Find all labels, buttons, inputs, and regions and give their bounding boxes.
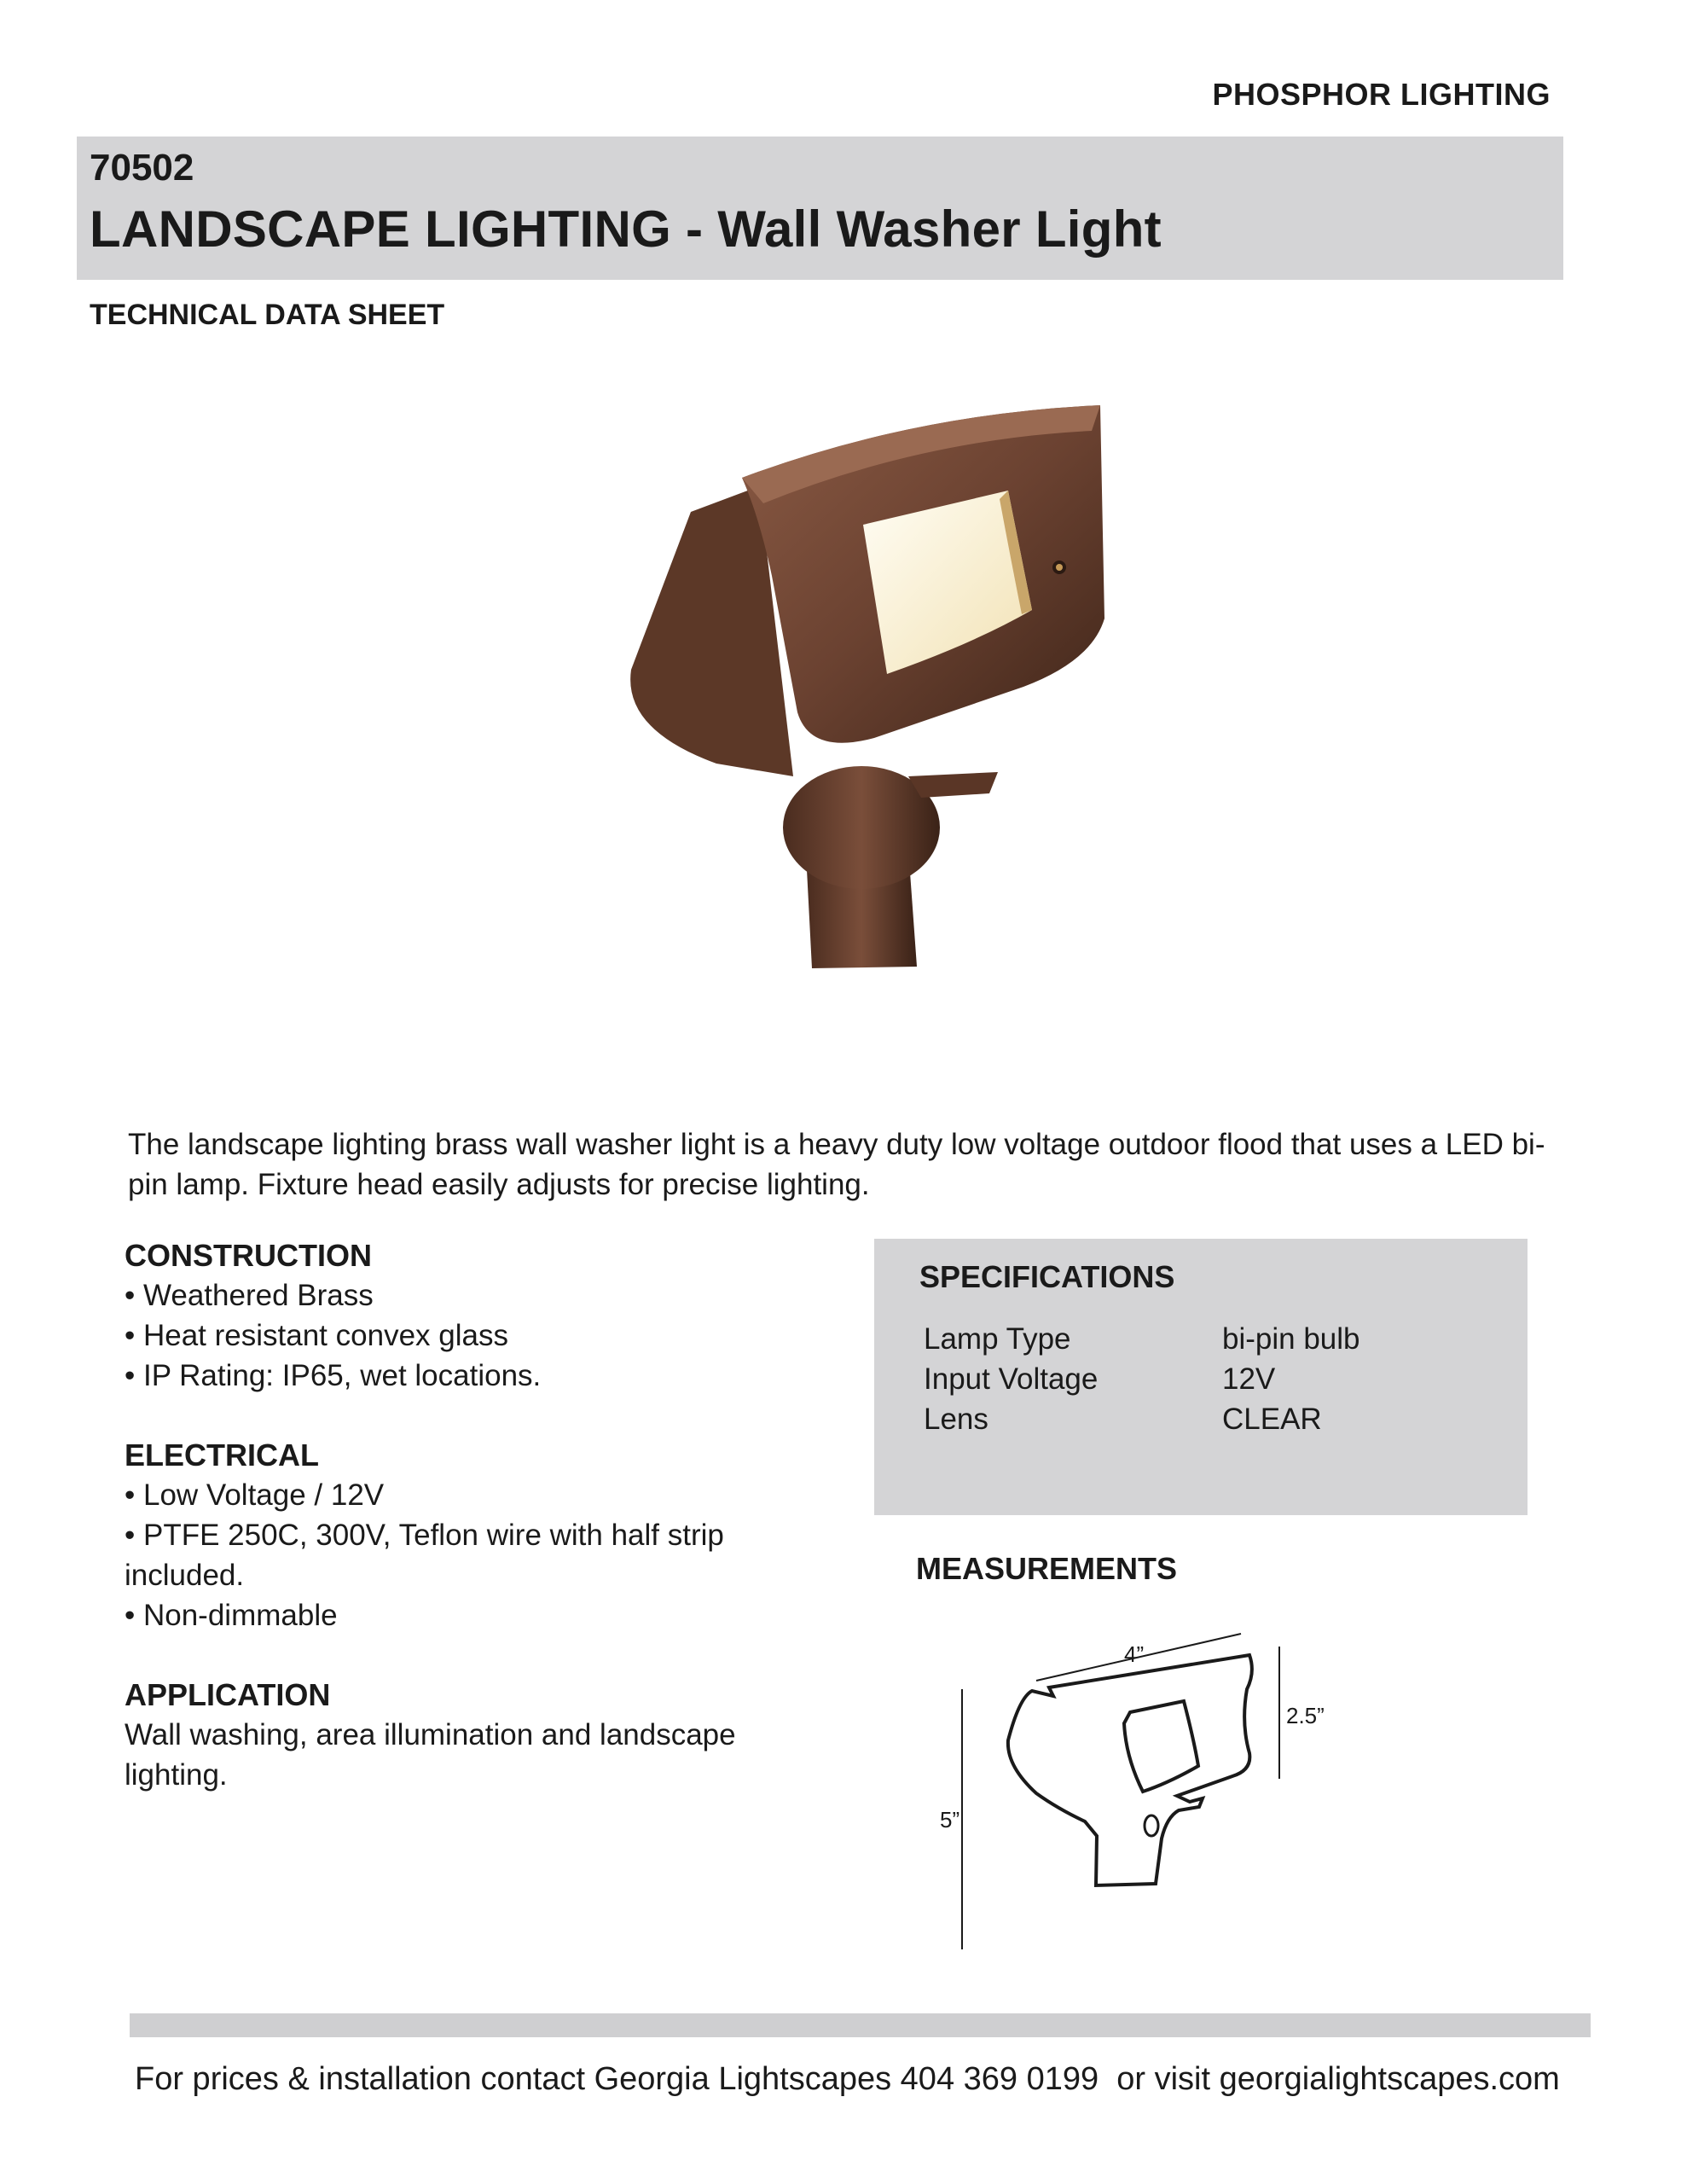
specifications-table <box>924 1319 1360 1439</box>
construction-item: • Heat resistant convex glass <box>125 1319 508 1352</box>
electrical-item: • PTFE 250C, 300V, Teflon wire with half strip included. <box>125 1519 724 1592</box>
spec-value: 12V <box>1222 1362 1276 1396</box>
fixture-outline <box>1008 1655 1252 1885</box>
specifications-heading: SPECIFICATIONS <box>919 1259 1175 1294</box>
height-label: 5” <box>940 1807 960 1833</box>
spec-row <box>924 1359 1360 1399</box>
brand-name: PHOSPHOR LIGHTING <box>1212 77 1551 112</box>
electrical-section <box>125 1435 798 1635</box>
width-label: 4” <box>1124 1641 1145 1667</box>
construction-heading: CONSTRUCTION <box>125 1238 372 1273</box>
spec-label: Lens <box>924 1403 988 1436</box>
spec-row <box>924 1319 1360 1359</box>
spec-label: Lamp Type <box>924 1322 1071 1356</box>
product-description: The landscape lighting brass wall washer light is a heavy duty low voltage outdoor flood that uses a LED bi-pin lamp. Fixture head easily adjusts for precise lighting. <box>128 1128 1545 1201</box>
model-number: 70502 <box>90 147 194 189</box>
head-height-label: 2.5” <box>1286 1703 1325 1728</box>
construction-item: • IP Rating: IP65, wet locations. <box>125 1359 542 1392</box>
spec-label: Input Voltage <box>924 1362 1099 1396</box>
document-subtitle: TECHNICAL DATA SHEET <box>90 299 445 331</box>
measurements-heading: MEASUREMENTS <box>916 1551 1178 1586</box>
spec-row <box>924 1399 1360 1439</box>
features-column <box>125 1235 798 1834</box>
electrical-heading: ELECTRICAL <box>125 1438 319 1472</box>
footer-bar <box>130 2013 1591 2037</box>
application-heading: APPLICATION <box>125 1677 331 1712</box>
spec-value: CLEAR <box>1222 1403 1322 1436</box>
construction-section <box>125 1235 798 1396</box>
window-outline <box>1124 1701 1198 1792</box>
spec-value: bi-pin bulb <box>1222 1322 1360 1356</box>
page-title: LANDSCAPE LIGHTING - Wall Washer Light <box>90 200 1162 258</box>
construction-item: • Weathered Brass <box>125 1279 374 1312</box>
footer-contact: For prices & installation contact Georgia Lightscapes 404 369 0199 or visit georgialightscapes.com <box>135 2061 1560 2097</box>
electrical-item: • Low Voltage / 12V <box>125 1478 385 1512</box>
application-section <box>125 1675 798 1795</box>
product-photo <box>614 388 1143 968</box>
measurement-drawing <box>938 1612 1348 1971</box>
application-text: Wall washing, area illumination and landscape lighting. <box>125 1718 736 1792</box>
electrical-item: • Non-dimmable <box>125 1599 338 1632</box>
